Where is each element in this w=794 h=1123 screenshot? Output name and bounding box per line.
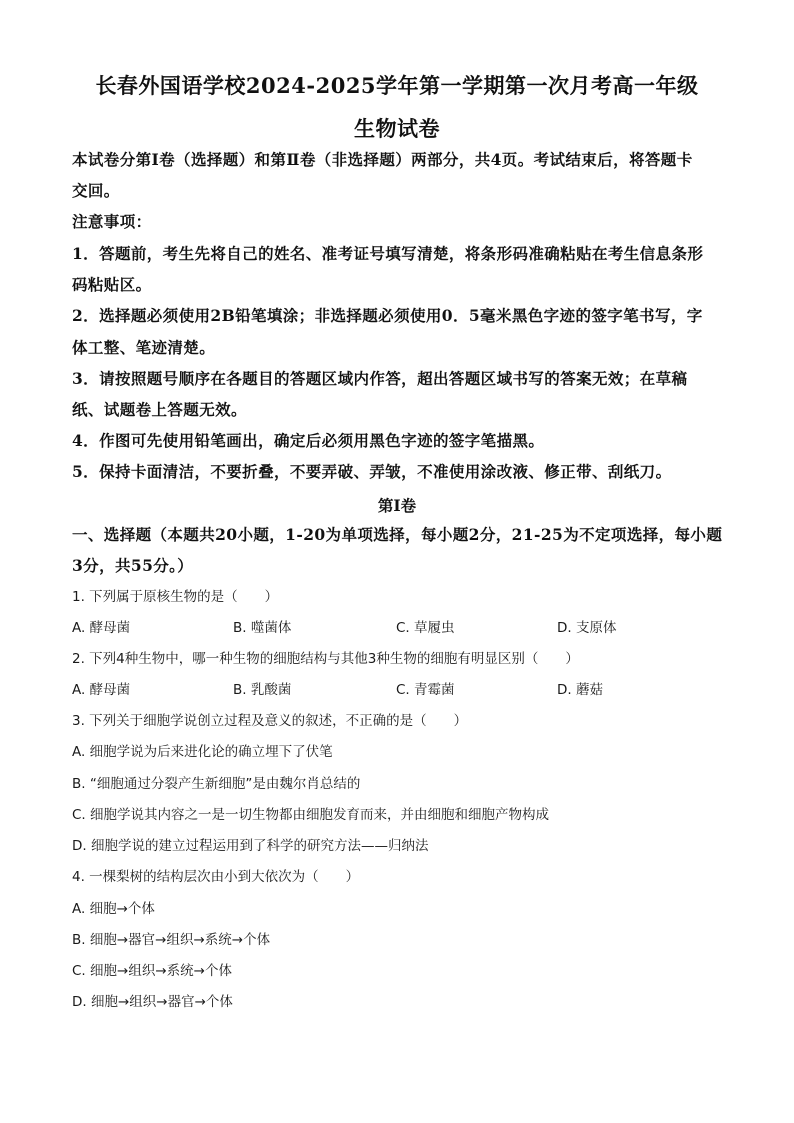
question-2-option-b: B. 乳酸菌	[233, 682, 292, 698]
note-2-line-2: 体工整、笔迹清楚。	[72, 338, 216, 357]
note-5: 5．保持卡面清洁，不要折叠，不要弄破、弄皱，不准使用涂改液、修正带、刮纸刀。	[72, 462, 672, 481]
note-2-line-1: 2．选择题必须使用2B铅笔填涂；非选择题必须使用0．5毫米黑色字迹的签字笔书写，字	[72, 306, 703, 325]
intro-line-1: 本试卷分第Ⅰ卷（选择题）和第Ⅱ卷（非选择题）两部分，共4页。考试结束后，将答题卡	[72, 150, 693, 169]
question-1-stem: 1. 下列属于原核生物的是（ ）	[72, 589, 279, 605]
exam-title: 长春外国语学校2024-2025学年第一学期第一次月考高一年级	[95, 73, 699, 98]
section-instructions-line-1: 一、选择题（本题共20小题，1-20为单项选择，每小题2分，21-25为不定项选择，每小题	[72, 525, 723, 544]
note-1-line-2: 码粘贴区。	[72, 275, 152, 294]
notes-heading: 注意事项：	[72, 212, 152, 231]
question-3-option-a: A. 细胞学说为后来进化论的确立埋下了伏笔	[72, 744, 333, 760]
question-3-option-c: C. 细胞学说其内容之一是一切生物都由细胞发育而来，并由细胞和细胞产物构成	[72, 807, 550, 823]
exam-subject: 生物试卷	[354, 116, 440, 141]
question-2-option-c: C. 青霉菌	[396, 682, 455, 698]
note-3-line-1: 3．请按照题号顺序在各题目的答题区域内作答，超出答题区域书写的答案无效；在草稿	[72, 369, 688, 388]
note-3-line-2: 纸、试题卷上答题无效。	[72, 400, 247, 419]
intro-line-2: 交回。	[72, 181, 120, 200]
note-4: 4．作图可先使用铅笔画出，确定后必须用黑色字迹的签字笔描黑。	[72, 431, 545, 450]
question-3-stem: 3. 下列关于细胞学说创立过程及意义的叙述，不正确的是（ ）	[72, 713, 468, 729]
section-instructions-line-2: 3分，共55分。）	[72, 556, 194, 575]
question-3-option-b: B. “细胞通过分裂产生新细胞”是由魏尔肖总结的	[72, 776, 361, 792]
question-3-option-d: D. 细胞学说的建立过程运用到了科学的研究方法——归纳法	[72, 838, 429, 854]
question-1-option-d: D. 支原体	[557, 620, 617, 636]
question-2-option-d: D. 蘑菇	[557, 682, 603, 698]
question-2-stem: 2. 下列4种生物中，哪一种生物的细胞结构与其他3种生物的细胞有明显区别（ ）	[72, 651, 579, 667]
question-2-option-a: A. 酵母菌	[72, 682, 131, 698]
question-4-stem: 4. 一棵梨树的结构层次由小到大依次为（ ）	[72, 869, 360, 885]
part-1-title: 第Ⅰ卷	[377, 496, 417, 515]
question-1-option-c: C. 草履虫	[396, 620, 455, 636]
question-4-option-a: A. 细胞→个体	[72, 901, 155, 917]
question-4-option-c: C. 细胞→组织→系统→个体	[72, 963, 232, 979]
question-1-option-b: B. 噬菌体	[233, 620, 292, 636]
question-4-option-b: B. 细胞→器官→组织→系统→个体	[72, 932, 271, 948]
question-1-option-a: A. 酵母菌	[72, 620, 131, 636]
note-1-line-1: 1．答题前，考生先将自己的姓名、准考证号填写清楚，将条形码准确粘贴在考生信息条形	[72, 244, 704, 263]
question-4-option-d: D. 细胞→组织→器官→个体	[72, 994, 233, 1010]
